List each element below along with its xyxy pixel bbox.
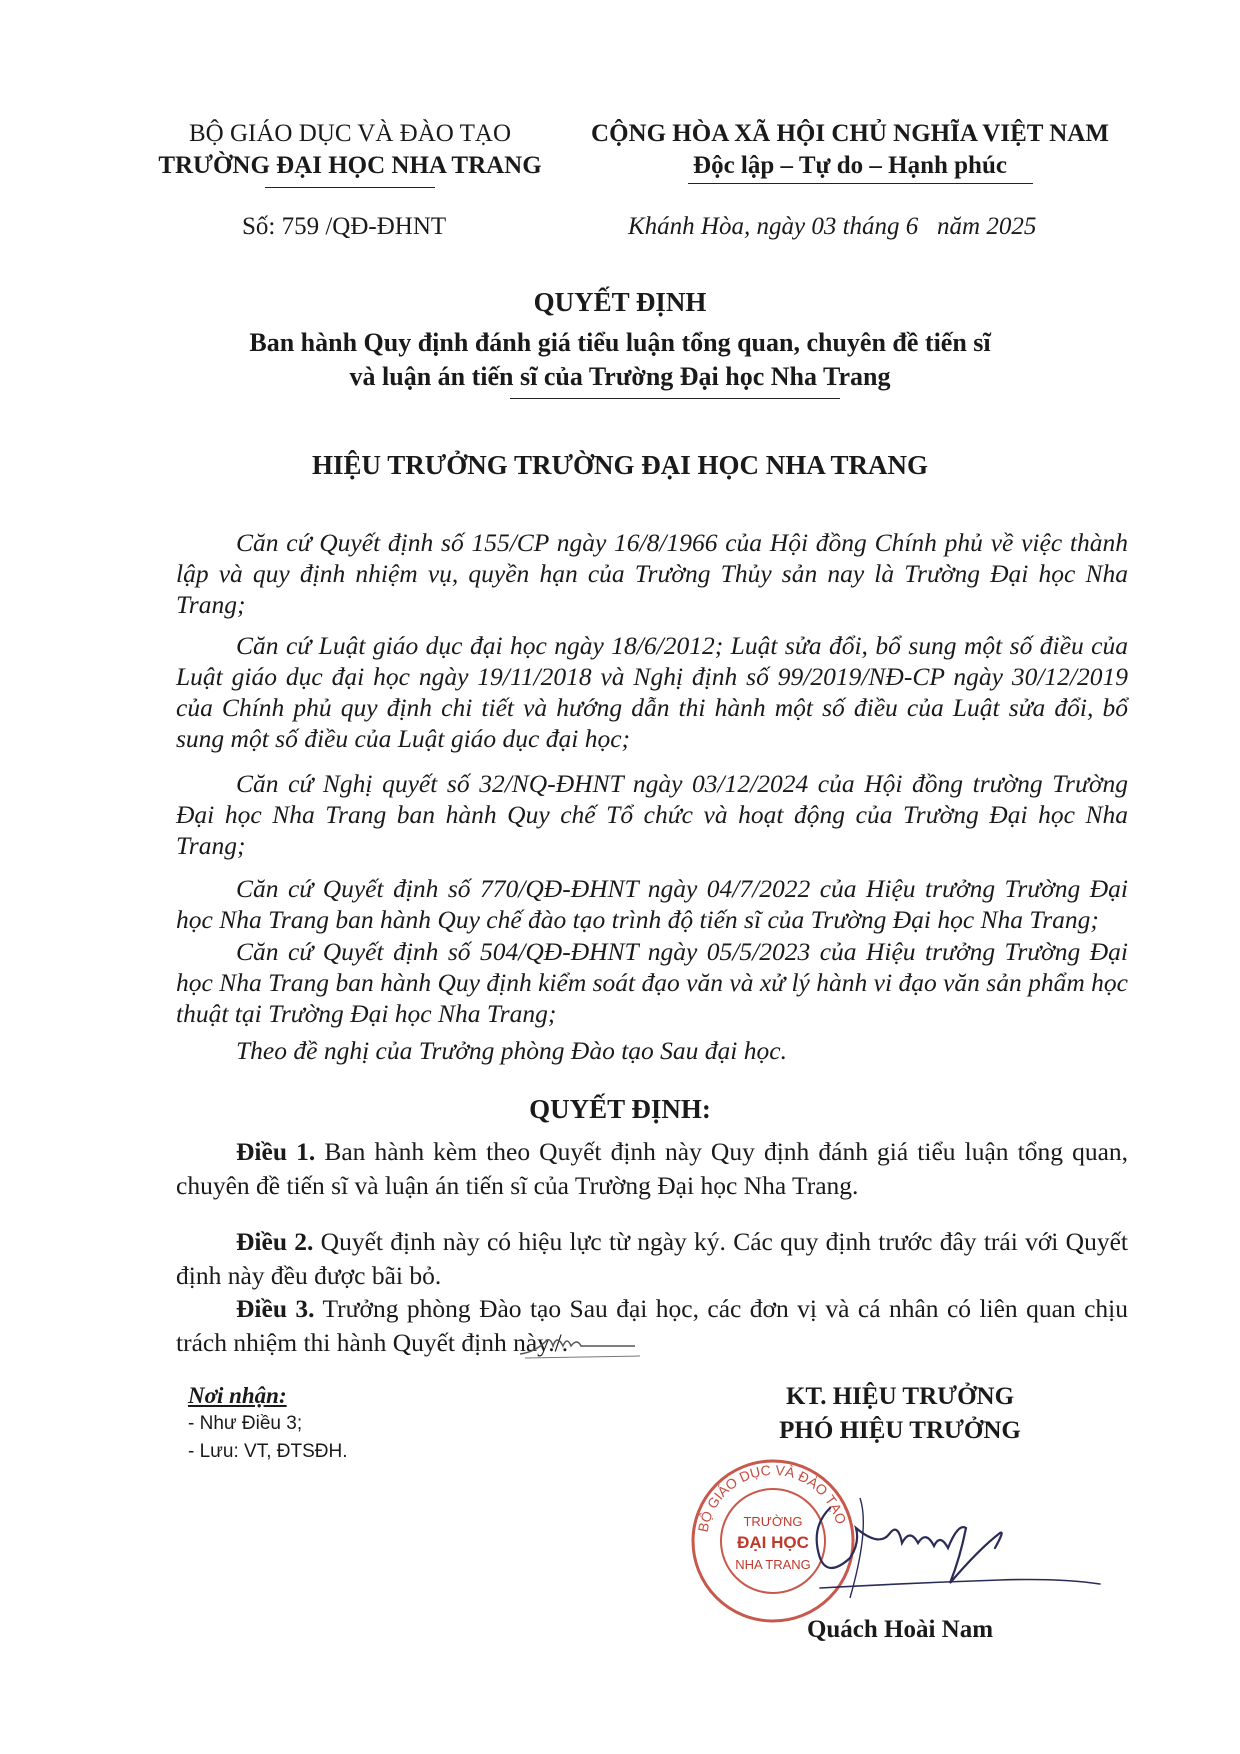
recipient-item: - Như Điều 3;	[188, 1413, 303, 1434]
subtitle-line-2: và luận án tiến sĩ của Trường Đại học Nha Trang	[349, 362, 891, 391]
recipient-item: - Lưu: VT, ĐTSĐH.	[188, 1441, 348, 1462]
article-3	[176, 1292, 1128, 1360]
recipients-title: Nơi nhận:	[188, 1383, 287, 1408]
header-right-underline	[688, 183, 1033, 184]
seal-inner-line-3: NHA TRANG	[735, 1557, 811, 1572]
recipients-block	[188, 1382, 347, 1466]
initials-mark	[515, 1324, 645, 1364]
seal-inner-line-2: ĐẠI HỌC	[737, 1533, 809, 1552]
basis-paragraph: Căn cứ Quyết định số 504/QĐ-ĐHNT ngày 05/5/2023 của Hiệu trưởng Trường Đại học Nha Trang ban hành Quy định kiểm soát đạo văn và xử lý hành vi đạo văn sản phẩm học thuật tại Trường Đại học Nha Trang;	[176, 937, 1128, 1028]
ministry-name: BỘ GIÁO DỤC VÀ ĐÀO TẠO	[189, 120, 511, 147]
signer-name: Quách Hoài Nam	[806, 1616, 994, 1643]
basis-paragraph: Căn cứ Nghị quyết số 32/NQ-ĐHNT ngày 03/12/2024 của Hội đồng trường Trường Đại học Nha Trang ban hành Quy chế Tổ chức và hoạt động của Trường Đại học Nha Trang;	[176, 769, 1128, 860]
header-right	[580, 118, 1120, 182]
article-label: Điều 2.	[236, 1227, 314, 1256]
signature-title	[700, 1380, 1100, 1448]
place-date: Khánh Hòa, ngày 03 tháng 6 năm 2025	[628, 213, 1037, 240]
university-name: TRƯỜNG ĐẠI HỌC NHA TRANG	[158, 152, 542, 179]
country-name: CỘNG HÒA XÃ HỘI CHỦ NGHĨA VIỆT NAM	[591, 120, 1109, 147]
handwritten-signature	[790, 1488, 1120, 1608]
document-title: QUYẾT ĐỊNH	[533, 287, 707, 317]
signature-line-1: KT. HIỆU TRƯỞNG	[785, 1383, 1015, 1410]
country-motto: Độc lập – Tự do – Hạnh phúc	[693, 152, 1007, 179]
article-label: Điều 1.	[236, 1137, 316, 1166]
header-left	[140, 118, 560, 182]
basis-paragraph: Theo đề nghị của Trưởng phòng Đào tạo Sau đại học.	[236, 1036, 787, 1065]
article-text: Trưởng phòng Đào tạo Sau đại học, các đơn vị và cá nhân có liên quan chịu trách nhiệm thi hành Quyết định này./.	[176, 1294, 1128, 1357]
article-1	[176, 1135, 1128, 1203]
article-text: Ban hành kèm theo Quyết định này Quy định đánh giá tiểu luận tổng quan, chuyên đề tiến sĩ và luận án tiến sĩ của Trường Đại học Nha Trang.	[176, 1137, 1129, 1200]
basis-paragraph: Căn cứ Quyết định số 770/QĐ-ĐHNT ngày 04/7/2022 của Hiệu trưởng Trường Đại học Nha Trang ban hành Quy chế đào tạo trình độ tiến sĩ của Trường Đại học Nha Trang;	[176, 874, 1128, 934]
document-subtitle	[150, 326, 1090, 394]
article-text: Quyết định này có hiệu lực từ ngày ký. Các quy định trước đây trái với Quyết định này đều được bãi bỏ.	[176, 1227, 1128, 1290]
basis-paragraph: Căn cứ Luật giáo dục đại học ngày 18/6/2012; Luật sửa đổi, bổ sung một số điều của Luật giáo dục đại học ngày 19/11/2018 và Nghị định số 99/2019/NĐ-CP ngày 30/12/2019 của Chính phủ quy định chi tiết và hướng dẫn thi hành một số điều của Luật sửa đổi, bổ sung một số điều của Luật giáo dục đại học;	[176, 631, 1128, 753]
seal-inner-line-1: TRƯỜNG	[743, 1514, 803, 1529]
authority-heading: HIỆU TRƯỞNG TRƯỜNG ĐẠI HỌC NHA TRANG	[311, 450, 929, 480]
title-underline	[510, 398, 840, 399]
article-2	[176, 1225, 1128, 1293]
decision-heading: QUYẾT ĐỊNH:	[529, 1094, 711, 1124]
seal-outer-text: BỘ GIÁO DỤC VÀ ĐÀO TẠO	[694, 1461, 850, 1534]
header-left-underline	[265, 187, 435, 188]
basis-paragraph: Căn cứ Quyết định số 155/CP ngày 16/8/1966 của Hội đồng Chính phủ về việc thành lập và quy định nhiệm vụ, quyền hạn của Trường Thủy sản nay là Trường Đại học Nha Trang;	[176, 528, 1128, 619]
article-label: Điều 3.	[236, 1294, 315, 1323]
document-number: Số: 759 /QĐ-ĐHNT	[242, 213, 447, 240]
subtitle-line-1: Ban hành Quy định đánh giá tiểu luận tổng quan, chuyên đề tiến sĩ	[249, 328, 991, 357]
signature-line-2: PHÓ HIỆU TRƯỞNG	[779, 1417, 1021, 1444]
